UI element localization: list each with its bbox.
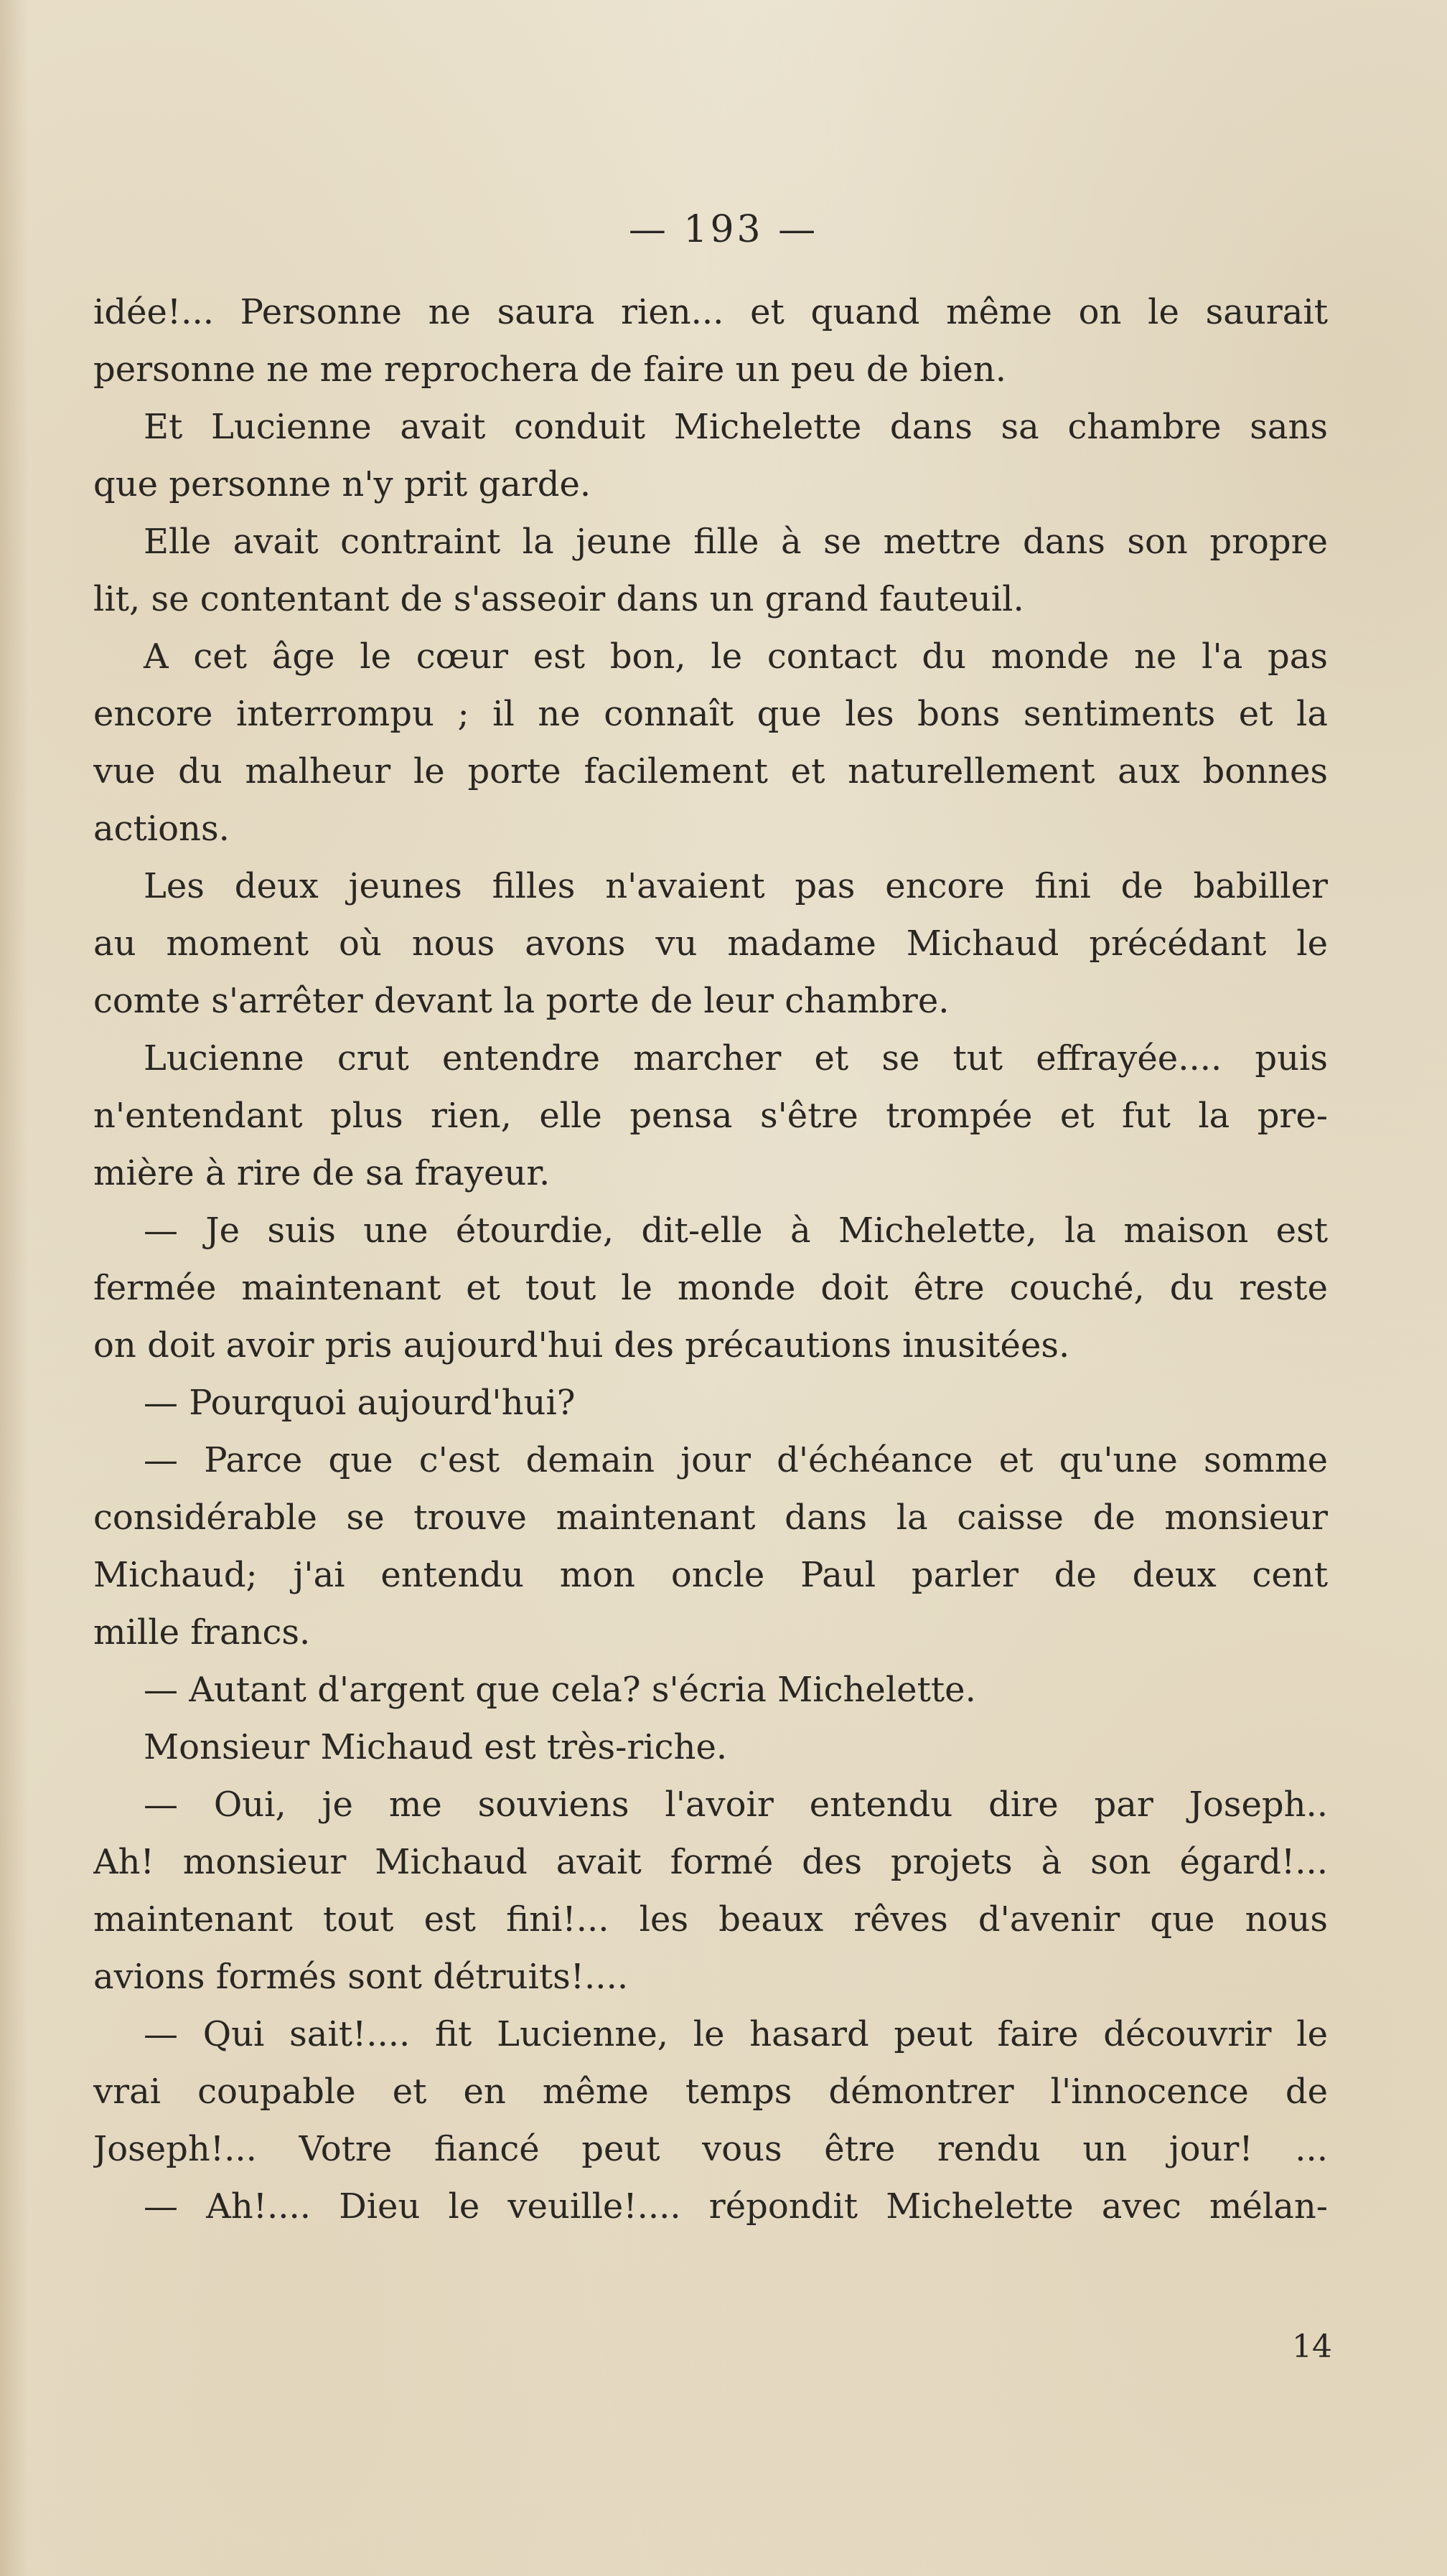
text-line: Les deux jeunes filles n'avaient pas encore fini de babiller (144, 866, 1328, 906)
body-text (93, 283, 1328, 2235)
text-line: on doit avoir pris aujourd'hui des précautions inusitées. (93, 1325, 1070, 1365)
text-line: Lucienne crut entendre marcher et se tut effrayée.... puis (144, 1038, 1328, 1078)
text-line: vrai coupable et en même temps démontrer l'innocence de (93, 2072, 1328, 2112)
signature-mark: 14 (1292, 2328, 1332, 2365)
text-line: fermée maintenant et tout le monde doit être couché, du reste (93, 1268, 1328, 1308)
text-line: lit, se contentant de s'asseoir dans un grand fauteuil. (93, 579, 1024, 619)
text-line: — Oui, je me souviens l'avoir entendu dire par Joseph.. (144, 1785, 1328, 1825)
text-line: n'entendant plus rien, elle pensa s'être trompée et fut la pre- (93, 1096, 1328, 1136)
text-line: Joseph!... Votre fiancé peut vous être rendu un jour! ... (93, 2129, 1328, 2169)
text-line: idée!... Personne ne saura rien... et quand même on le saurait (93, 292, 1328, 332)
text-line: Monsieur Michaud est très-riche. (144, 1727, 728, 1767)
text-line: avions formés sont détruits!.... (93, 1957, 629, 1997)
text-line: mille francs. (93, 1612, 311, 1653)
text-line: — Pourquoi aujourd'hui? (144, 1383, 576, 1423)
page-number-header: — 193 — (628, 208, 819, 251)
text-line: comte s'arrêter devant la porte de leur chambre. (93, 981, 950, 1021)
text-line: vue du malheur le porte facilement et naturellement aux bonnes (93, 751, 1328, 791)
text-line: Ah! monsieur Michaud avait formé des projets à son égard!... (93, 1842, 1328, 1882)
text-line: actions. (93, 809, 230, 849)
text-line: personne ne me reprochera de faire un peu de bien. (93, 349, 1006, 390)
text-line: Elle avait contraint la jeune fille à se mettre dans son propre (144, 522, 1328, 562)
page-edge-shadow (0, 0, 29, 2576)
text-line: que personne n'y prit garde. (93, 464, 591, 504)
text-line: — Qui sait!.... fit Lucienne, le hasard peut faire découvrir le (144, 2014, 1328, 2054)
text-line: — Autant d'argent que cela? s'écria Michelette. (144, 1670, 976, 1710)
text-line: encore interrompu ; il ne connaît que les bons sentiments et la (93, 694, 1328, 734)
text-line: au moment où nous avons vu madame Michaud précédant le (93, 923, 1328, 964)
text-line: — Ah!.... Dieu le veuille!.... répondit Michelette avec mélan- (144, 2186, 1328, 2227)
text-line: mière à rire de sa frayeur. (93, 1153, 551, 1193)
text-line: Et Lucienne avait conduit Michelette dans sa chambre sans (144, 407, 1328, 447)
text-line: A cet âge le cœur est bon, le contact du monde ne l'a pas (144, 636, 1328, 677)
text-line: maintenant tout est fini!... les beaux rêves d'avenir que nous (93, 1899, 1328, 1940)
text-line: — Parce que c'est demain jour d'échéance et qu'une somme (144, 1440, 1328, 1480)
text-line: Michaud; j'ai entendu mon oncle Paul parler de deux cent (93, 1555, 1328, 1595)
text-line: considérable se trouve maintenant dans la caisse de monsieur (93, 1498, 1328, 1538)
text-line: — Je suis une étourdie, dit-elle à Michelette, la maison est (144, 1211, 1328, 1251)
